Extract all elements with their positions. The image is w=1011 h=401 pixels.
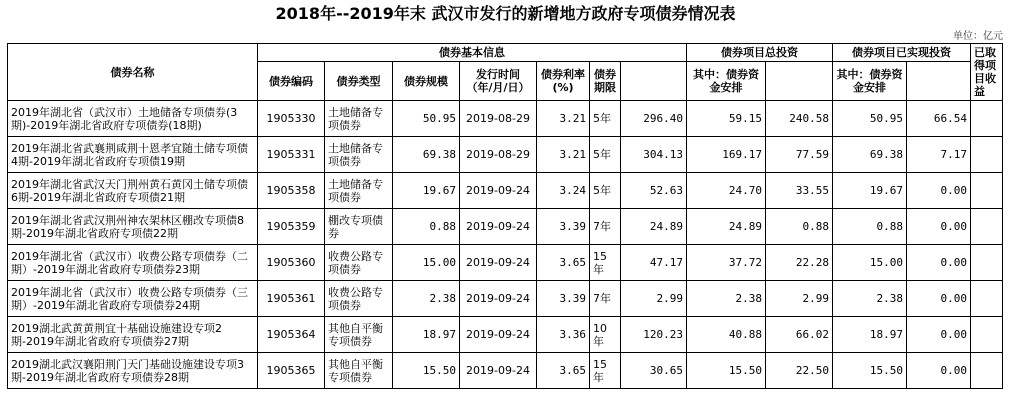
cell-code: 1905330 bbox=[258, 101, 325, 137]
cell-total: 52.63 bbox=[621, 173, 687, 209]
cell-rate: 3.39 bbox=[537, 281, 590, 317]
cell-rate: 3.36 bbox=[537, 317, 590, 353]
cell-realized: 22.50 bbox=[766, 353, 833, 389]
cell-realized: 66.02 bbox=[766, 317, 833, 353]
header-total-invest-blank bbox=[621, 62, 687, 101]
table-row bbox=[8, 173, 1003, 209]
cell-realized: 33.55 bbox=[766, 173, 833, 209]
cell-date: 2019-09-24 bbox=[460, 209, 537, 245]
cell-realized-sub: 69.38 bbox=[833, 137, 907, 173]
cell-date: 2019-08-29 bbox=[460, 101, 537, 137]
header-basic-info: 债券基本信息 bbox=[258, 44, 687, 62]
table-row bbox=[8, 209, 1003, 245]
cell-total-sub: 24.70 bbox=[687, 173, 766, 209]
cell-rate: 3.21 bbox=[537, 137, 590, 173]
cell-realized: 2.99 bbox=[766, 281, 833, 317]
header-realized-invest-blank bbox=[766, 62, 833, 101]
header-scale: 债券规模 bbox=[393, 62, 460, 101]
cell-name: 2019年湖北省武汉天门荆州黄石黄冈土储专项债6期-2019年湖北省政府专项债21期 bbox=[8, 173, 258, 209]
header-term: 债券期限 bbox=[590, 62, 621, 101]
cell-type: 土地储备专项债券 bbox=[325, 137, 393, 173]
cell-term: 10年 bbox=[590, 317, 621, 353]
cell-code: 1905360 bbox=[258, 245, 325, 281]
cell-type: 收费公路专项债券 bbox=[325, 245, 393, 281]
cell-date: 2019-08-29 bbox=[460, 137, 537, 173]
header-realized-invest: 债券项目已实现投资 bbox=[833, 44, 971, 62]
table-row bbox=[8, 281, 1003, 317]
header-realized-invest-sub: 其中：债券资金安排 bbox=[833, 62, 907, 101]
cell-realized: 240.58 bbox=[766, 101, 833, 137]
table-row bbox=[8, 101, 1003, 137]
table-row bbox=[8, 353, 1003, 389]
cell-realized-sub: 19.67 bbox=[833, 173, 907, 209]
cell-income: 0.00 bbox=[907, 281, 971, 317]
cell-total-sub: 24.89 bbox=[687, 209, 766, 245]
cell-total-sub: 2.38 bbox=[687, 281, 766, 317]
cell-rate: 3.39 bbox=[537, 209, 590, 245]
cell-realized-sub: 15.00 bbox=[833, 245, 907, 281]
cell-realized: 22.28 bbox=[766, 245, 833, 281]
cell-income: 66.54 bbox=[907, 101, 971, 137]
header-total-invest-sub: 其中：债券资金安排 bbox=[687, 62, 766, 101]
cell-income: 0.00 bbox=[907, 245, 971, 281]
cell-date: 2019-09-24 bbox=[460, 173, 537, 209]
cell-remark bbox=[971, 101, 1003, 137]
cell-scale: 50.95 bbox=[393, 101, 460, 137]
cell-code: 1905358 bbox=[258, 173, 325, 209]
cell-realized-sub: 2.38 bbox=[833, 281, 907, 317]
table-row bbox=[8, 245, 1003, 281]
cell-total: 296.40 bbox=[621, 101, 687, 137]
cell-realized-sub: 50.95 bbox=[833, 101, 907, 137]
cell-total: 30.65 bbox=[621, 353, 687, 389]
cell-total-sub: 15.50 bbox=[687, 353, 766, 389]
cell-name: 2019年湖北省武汉荆州神农架林区棚改专项债8期-2019年湖北省政府专项债22期 bbox=[8, 209, 258, 245]
cell-total: 2.99 bbox=[621, 281, 687, 317]
cell-total-sub: 59.15 bbox=[687, 101, 766, 137]
cell-name: 2019年湖北省武襄荆咸荆十恩孝宜随土储专项债4期-2019年湖北省政府专项债19期 bbox=[8, 137, 258, 173]
cell-remark bbox=[971, 173, 1003, 209]
cell-term: 7年 bbox=[590, 209, 621, 245]
cell-scale: 2.38 bbox=[393, 281, 460, 317]
cell-total-sub: 37.72 bbox=[687, 245, 766, 281]
header-type: 债券类型 bbox=[325, 62, 393, 101]
cell-type: 土地储备专项债券 bbox=[325, 101, 393, 137]
cell-income: 0.00 bbox=[907, 353, 971, 389]
cell-realized-sub: 18.97 bbox=[833, 317, 907, 353]
cell-remark bbox=[971, 245, 1003, 281]
cell-income: 0.00 bbox=[907, 209, 971, 245]
cell-total-sub: 40.88 bbox=[687, 317, 766, 353]
cell-type: 土地储备专项债券 bbox=[325, 173, 393, 209]
cell-code: 1905361 bbox=[258, 281, 325, 317]
cell-rate: 3.65 bbox=[537, 245, 590, 281]
cell-realized-sub: 0.88 bbox=[833, 209, 907, 245]
page-title: 2018年--2019年末 武汉市发行的新增地方政府专项债券情况表 bbox=[275, 4, 736, 23]
cell-term: 5年 bbox=[590, 173, 621, 209]
cell-name: 2019年湖北省（武汉市）土地储备专项债券(3期)-2019年湖北省政府专项债券(18期) bbox=[8, 101, 258, 137]
table-row bbox=[8, 137, 1003, 173]
cell-total: 120.23 bbox=[621, 317, 687, 353]
table-row bbox=[8, 317, 1003, 353]
cell-total: 304.13 bbox=[621, 137, 687, 173]
header-name: 债券名称 bbox=[8, 44, 258, 101]
cell-income: 7.17 bbox=[907, 137, 971, 173]
cell-scale: 69.38 bbox=[393, 137, 460, 173]
cell-code: 1905364 bbox=[258, 317, 325, 353]
unit-label: 单位：亿元 bbox=[953, 31, 1003, 42]
header-total-invest: 债券项目总投资 bbox=[687, 44, 833, 62]
cell-term: 7年 bbox=[590, 281, 621, 317]
cell-name: 2019年湖北省（武汉市）收费公路专项债券（三期）-2019年湖北省政府专项债券24期 bbox=[8, 281, 258, 317]
cell-term: 15年 bbox=[590, 353, 621, 389]
cell-code: 1905365 bbox=[258, 353, 325, 389]
cell-term: 5年 bbox=[590, 137, 621, 173]
cell-name: 2019湖北武黄黄荆宜十基础设施建设专项2期-2019年湖北省政府专项债券27期 bbox=[8, 317, 258, 353]
cell-date: 2019-09-24 bbox=[460, 353, 537, 389]
header-issue-date: 发行时间（年/月/日） bbox=[460, 62, 537, 101]
cell-total: 24.89 bbox=[621, 209, 687, 245]
cell-code: 1905359 bbox=[258, 209, 325, 245]
cell-term: 5年 bbox=[590, 101, 621, 137]
cell-realized: 77.59 bbox=[766, 137, 833, 173]
cell-scale: 0.88 bbox=[393, 209, 460, 245]
cell-remark bbox=[971, 317, 1003, 353]
cell-scale: 18.97 bbox=[393, 317, 460, 353]
cell-type: 其他自平衡专项债券 bbox=[325, 353, 393, 389]
cell-scale: 15.50 bbox=[393, 353, 460, 389]
cell-income: 0.00 bbox=[907, 173, 971, 209]
cell-date: 2019-09-24 bbox=[460, 281, 537, 317]
cell-type: 其他自平衡专项债券 bbox=[325, 317, 393, 353]
cell-name: 2019年湖北省（武汉市）收费公路专项债券（二期）-2019年湖北省政府专项债券23期 bbox=[8, 245, 258, 281]
cell-code: 1905331 bbox=[258, 137, 325, 173]
cell-remark bbox=[971, 353, 1003, 389]
cell-type: 棚改专项债券 bbox=[325, 209, 393, 245]
cell-total-sub: 169.17 bbox=[687, 137, 766, 173]
cell-remark bbox=[971, 281, 1003, 317]
cell-rate: 3.24 bbox=[537, 173, 590, 209]
cell-remark bbox=[971, 209, 1003, 245]
cell-date: 2019-09-24 bbox=[460, 317, 537, 353]
cell-total: 47.17 bbox=[621, 245, 687, 281]
cell-scale: 15.00 bbox=[393, 245, 460, 281]
cell-date: 2019-09-24 bbox=[460, 245, 537, 281]
cell-realized: 0.88 bbox=[766, 209, 833, 245]
cell-rate: 3.65 bbox=[537, 353, 590, 389]
cell-income: 0.00 bbox=[907, 317, 971, 353]
cell-scale: 19.67 bbox=[393, 173, 460, 209]
header-rate: 债券利率(%) bbox=[537, 62, 590, 101]
header-income: 已取得项目收益 bbox=[971, 44, 1003, 101]
cell-rate: 3.21 bbox=[537, 101, 590, 137]
cell-type: 收费公路专项债券 bbox=[325, 281, 393, 317]
cell-name: 2019湖北武汉襄阳荆门天门基础设施建设专项3期-2019年湖北省政府专项债券28期 bbox=[8, 353, 258, 389]
cell-term: 15年 bbox=[590, 245, 621, 281]
bond-table bbox=[7, 43, 1003, 389]
header-code: 债券编码 bbox=[258, 62, 325, 101]
cell-realized-sub: 15.50 bbox=[833, 353, 907, 389]
cell-remark bbox=[971, 137, 1003, 173]
